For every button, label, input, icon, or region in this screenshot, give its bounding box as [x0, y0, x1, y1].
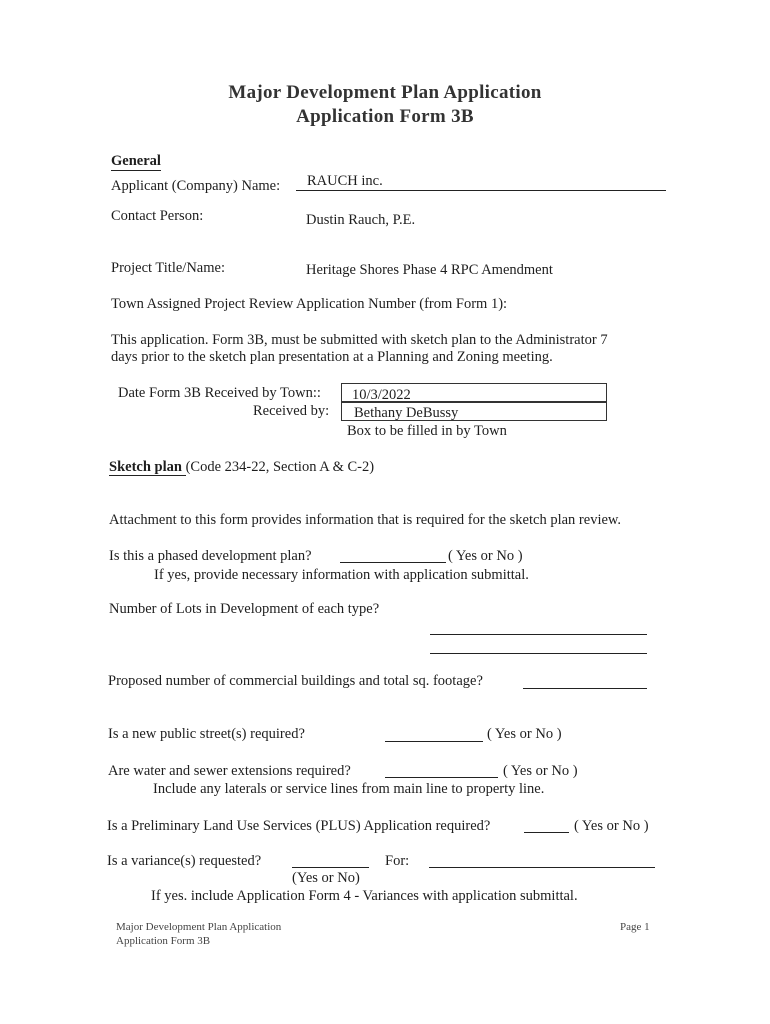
phased-field[interactable]: [340, 562, 446, 563]
lots-field-1[interactable]: [430, 634, 647, 635]
plus-question: Is a Preliminary Land Use Services (PLUS) Application required?: [107, 818, 491, 834]
page-number: Page 1: [620, 921, 650, 933]
applicant-label: Applicant (Company) Name:: [111, 178, 281, 194]
street-options: ( Yes or No ): [487, 726, 562, 742]
town-number-label: Town Assigned Project Review Application Number (from Form 1):: [111, 296, 508, 312]
lots-question: Number of Lots in Development of each type?: [109, 601, 380, 617]
variance-field[interactable]: [292, 867, 369, 868]
plus-options: ( Yes or No ): [574, 818, 649, 834]
general-heading: General: [111, 153, 161, 169]
sketch-heading-row: [109, 459, 374, 476]
phased-note: If yes, provide necessary information with application submittal.: [154, 567, 529, 583]
contact-field[interactable]: Dustin Rauch, P.E.: [306, 212, 416, 228]
street-question: Is a new public street(s) required?: [108, 726, 305, 742]
note-line2: days prior to the sketch plan presentation at a Planning and Zoning meeting.: [111, 349, 553, 365]
variance-question: Is a variance(s) requested?: [107, 853, 262, 869]
phased-options: ( Yes or No ): [448, 548, 523, 564]
street-field[interactable]: [385, 741, 483, 742]
water-question: Are water and sewer extensions required?: [108, 763, 351, 779]
sketch-code: (Code 234-22, Section A & C-2): [185, 459, 375, 475]
lots-field-2[interactable]: [430, 653, 647, 654]
applicant-field[interactable]: RAUCH inc.: [307, 173, 383, 189]
variance-for-label: For:: [385, 853, 410, 869]
footer-line1: Major Development Plan Application: [116, 921, 282, 933]
plus-field[interactable]: [524, 832, 569, 833]
commercial-field[interactable]: [523, 688, 647, 689]
town-box-caption: Box to be filled in by Town: [347, 423, 507, 439]
form-title: Major Development Plan Application: [228, 82, 542, 103]
variance-for-field[interactable]: [429, 867, 655, 868]
note-line1: This application. Form 3B, must be submitted with sketch plan to the Administrator 7: [111, 332, 608, 348]
form-subtitle: Application Form 3B: [296, 106, 474, 127]
variance-note: If yes. include Application Form 4 - Variances with application submittal.: [151, 888, 578, 904]
project-label: Project Title/Name:: [111, 260, 225, 276]
variance-options: (Yes or No): [292, 870, 360, 886]
project-field[interactable]: Heritage Shores Phase 4 RPC Amendment: [306, 262, 553, 278]
phased-question: Is this a phased development plan?: [109, 548, 312, 564]
water-field[interactable]: [385, 777, 498, 778]
sketch-heading: Sketch plan: [109, 459, 186, 475]
commercial-question: Proposed number of commercial buildings and total sq. footage?: [108, 673, 483, 689]
date-received-value: 10/3/2022: [352, 387, 411, 403]
contact-label: Contact Person:: [111, 208, 204, 224]
received-by-label: Received by:: [253, 403, 330, 419]
footer-line2: Application Form 3B: [116, 935, 211, 947]
water-options: ( Yes or No ): [503, 763, 578, 779]
date-received-label: Date Form 3B Received by Town::: [118, 385, 321, 401]
received-by-value: Bethany DeBussy: [354, 405, 459, 421]
attachment-text: Attachment to this form provides information that is required for the sketch plan review.: [109, 512, 622, 528]
applicant-underline: [296, 190, 666, 191]
water-note: Include any laterals or service lines from main line to property line.: [153, 781, 545, 797]
